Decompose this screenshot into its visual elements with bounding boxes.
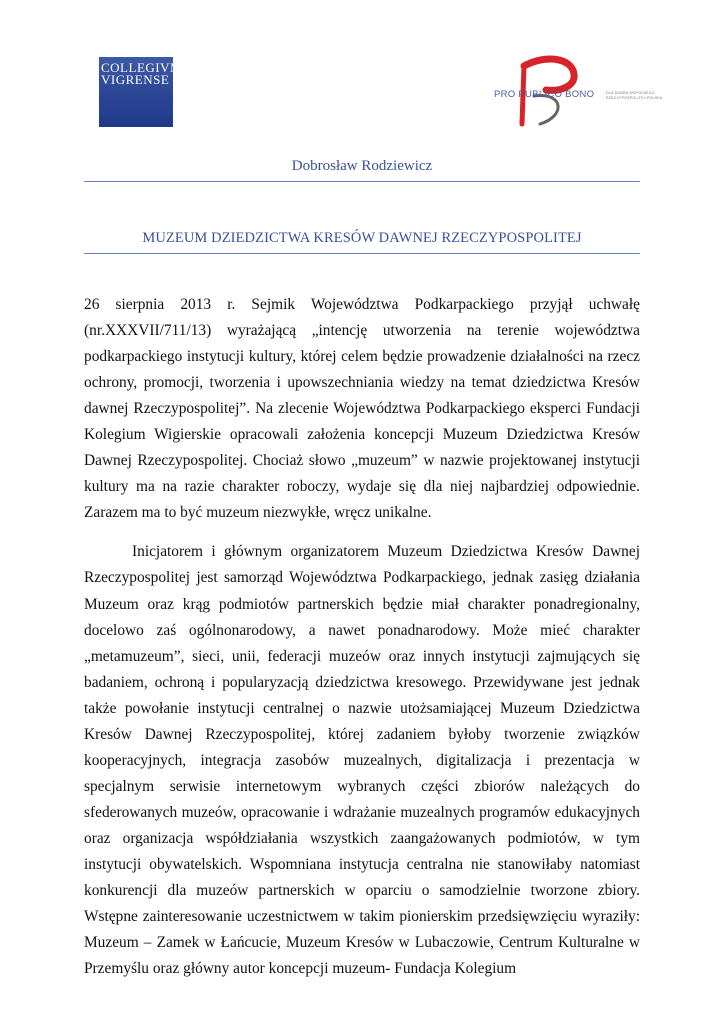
logo-line-vigrense: VIGRENSE xyxy=(101,72,170,87)
document-body xyxy=(84,292,640,982)
collegium-vigrense-logo xyxy=(99,57,183,127)
paragraph: Inicjatorem i głównym organizatorem Muzeum Dziedzictwa Kresów Dawnej Rzeczypospolitej jest samorząd Województwa Podkarpackiego, jednak zasięg działania Muzeum oraz krąg podmiotów partnerskich będzie miał charakter ponadregionalny, docelowo zaś ogólnonarodowy, a nawet ponadnarodowy. Może mieć charakter „metamuzeum”, sieci, unii, federacji muzeów oraz innych instytucji zajmujących się badaniem, ochroną i popularyzacją dziedzictwa kresowego. Przewidywane jest jednak także powołanie instytucji centralnej o nazwie utożsamiającej Muzeum Dziedzictwa Kresów Dawnej Rzeczypospolitej, której zadaniem byłoby tworzenie związków kooperacyjnych, integracja zasobów muzealnych, digitalizacja i prezentacja w specjalnym serwisie internetowym wybranych części zbiorów należących do sfederowanych muzeów, opracowanie i wdrażanie muzealnych programów edukacyjnych oraz organizacja współdziałania wszystkich zaangażowanych podmiotów, w tym instytucji obywatelskich. Wspomniana instytucja centralna nie stanowiłaby natomiast konkurencji dla muzeów partnerskich w oparciu o samodzielnie tworzone zbiory. Wstępne zainteresowanie uczestnictwem w takim pionierskim przedsięwzięciu wyraziły: Muzeum – Zamek w Łańcucie, Muzeum Kresów w Lubaczowie, Centrum Kulturalne w Przemyślu oraz główny autor koncepcji muzeum- Fundacja Kolegium xyxy=(84,543,640,978)
paragraph: 26 sierpnia 2013 r. Sejmik Województwa Podkarpackiego przyjął uchwałę (nr.XXXVII/711/13) wyrażającą „intencję utworzenia na terenie województwa podkarpackiego instytucji kultury, której celem będzie prowadzenie działalności na rzecz ochrony, promocji, tworzenia i upowszechniania wiedzy na temat dziedzictwa Kresów dawnej Rzeczypospolitej”. Na zlecenie Województwa Podkarpackiego eksperci Fundacji Kolegium Wigierskie opracowali założenia koncepcji Muzeum Dziedzictwa Kresów Dawnej Rzeczypospolitej. Chociaż słowo „muzeum” w nazwie projektowanej instytucji kultury ma na razie charakter roboczy, wydaje się dla niej najbardziej odpowiednie. Zarazem ma to być muzeum niezwykłe, wręcz unikalne. xyxy=(84,296,640,522)
divider-line xyxy=(84,181,640,182)
pro-publico-bono-text: PRO PUBLICO BONO xyxy=(494,89,595,100)
logo-small-line-2: RZECZYPOSPOLITEJ POLSKA xyxy=(606,96,663,100)
author-name: Dobrosław Rodziewicz xyxy=(291,158,433,174)
document-title: MUZEUM DZIEDZICTWA KRESÓW DAWNEJ RZECZYPOSPOLITEJ xyxy=(142,230,582,246)
logo-line-collegium: COLLEGIVM xyxy=(101,60,183,75)
logo-small-line-1: DLA DOBRA WSPÓLNEGO xyxy=(606,91,655,95)
divider-line xyxy=(84,253,640,254)
pro-publico-bono-logo xyxy=(494,52,663,132)
